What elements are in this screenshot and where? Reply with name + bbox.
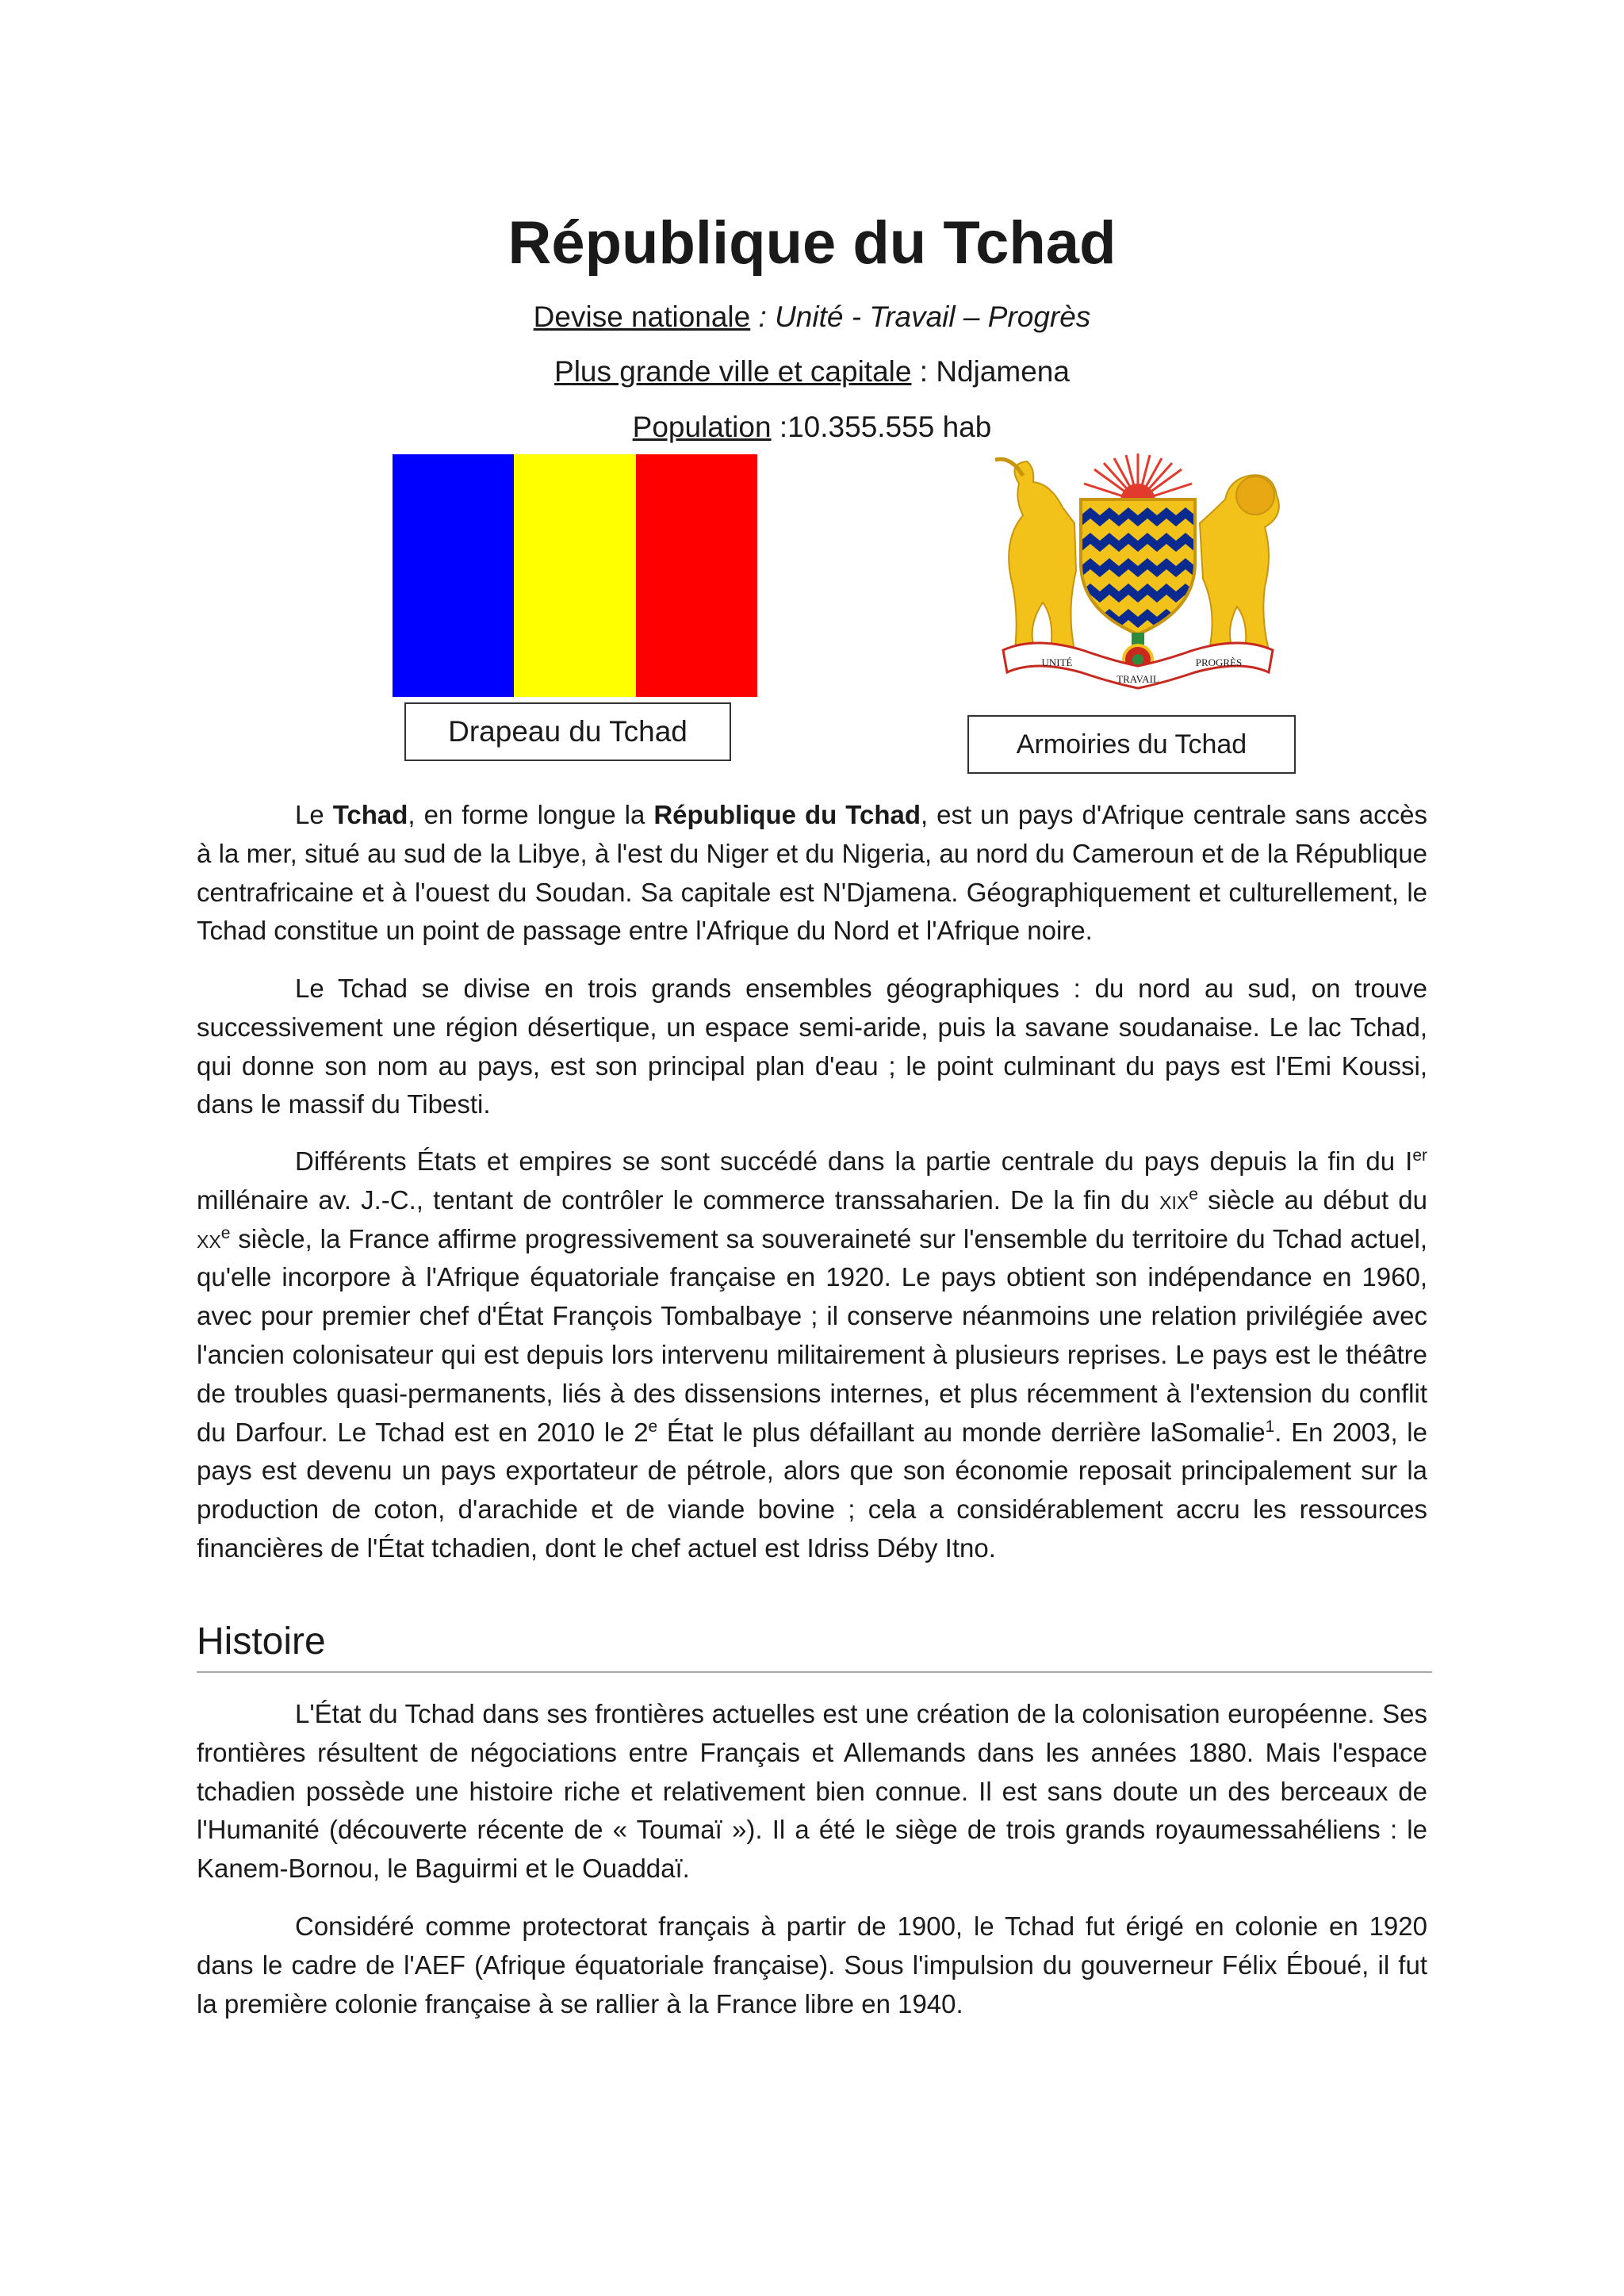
p3-sup-3: e bbox=[220, 1223, 231, 1242]
population-value: 10.355.555 hab bbox=[787, 411, 992, 443]
population-label: Population bbox=[632, 411, 772, 443]
p3-sup-2: e bbox=[1189, 1184, 1198, 1203]
p1-bold-tchad: Tchad bbox=[332, 800, 408, 829]
flag-band-yellow bbox=[514, 454, 635, 697]
paragraph-geography: Le Tchad se divise en trois grands ensembles géographiques : du nord au sud, on trouve successivement une région désertique, un espace semi-aride, puis la savane soudanaise. Le lac Tchad, qui donne son nom au pays, est son principal plan d'eau ; le point culminant du pays est l'Emi Koussi, dans le massif du Tibesti. bbox=[197, 974, 1427, 1119]
p1-bold-republique: République du Tchad bbox=[653, 800, 921, 829]
coat-caption: Armoiries du Tchad bbox=[967, 715, 1296, 774]
p1-text-e: , est un pays d'Afrique centrale sans accès à la mer, situé au sud de la Libye, à l'est du Niger et du Nigeria, au nord du Cameroun et de la République centrafricaine et à l'ouest du Soudan. Sa capitale est N'Djamena. Géographiquement et culturellement, le Tchad constitue un point de passage entre l'Afrique du Nord et l'Afrique noire. bbox=[197, 800, 1428, 946]
capital-value: Ndjamena bbox=[936, 355, 1070, 388]
p3-text-2: millénaire av. J.-C., tentant de contrôler le commerce transsaharien. De la fin du bbox=[197, 1184, 1160, 1215]
flag-band-blue bbox=[393, 454, 514, 697]
p3-text-5: État le plus défaillant au monde derrière laSomalie bbox=[657, 1417, 1266, 1447]
p3-text-4: siècle, la France affirme progressivement sa souveraineté sur l'ensemble du territoire du Tchad actuel, qu'elle incorpore à l'Afrique équatoriale française en 1920. Le pays obtient son indépendance en 1960, avec pour premier chef d'État François Tombalbaye ; il conserve néanmoins une relation privilégiée avec l'ancien colonisateur qui est depuis lors intervenu militairement à plusieurs reprises. Le pays est le théâtre de troubles quasi-permanents, liés à des dissensions internes, et plus récemment à l'extension du conflit du Darfour. Le Tchad est en 2010 le 2 bbox=[197, 1223, 1427, 1447]
p1-text-a: Le bbox=[295, 800, 333, 829]
ribbon-right-text: PROGRÈS bbox=[1195, 656, 1243, 668]
flag-band-red bbox=[636, 454, 757, 697]
coat-of-arms-image bbox=[987, 452, 1289, 698]
motto-separator: : bbox=[750, 300, 776, 333]
p3-footnote-ref[interactable]: 1 bbox=[1265, 1417, 1275, 1436]
p3-century-20: xx bbox=[197, 1223, 221, 1253]
p1-text-c: , en forme longue la bbox=[408, 800, 654, 829]
flag-caption: Drapeau du Tchad bbox=[404, 702, 731, 761]
ribbon-left-text: UNITÉ bbox=[1041, 656, 1073, 668]
page-title: République du Tchad bbox=[508, 209, 1116, 277]
motto-label: Devise nationale bbox=[533, 300, 751, 333]
population-line bbox=[0, 409, 1624, 446]
p3-text-1: Différents États et empires se sont succédé dans la partie centrale du pays depuis la fin du I bbox=[295, 1146, 1413, 1176]
motto-value: Unité - Travail – Progrès bbox=[775, 300, 1091, 333]
paragraph-histoire-2: Considéré comme protectorat français à partir de 1900, le Tchad fut érigé en colonie en 1920 dans le cadre de l'AEF (Afrique équatoriale française). Sous l'impulsion du gouverneur Félix Éboué, il fut la première colonie française à se rallier à la France libre en 1940. bbox=[197, 1911, 1427, 2019]
paragraph-intro bbox=[197, 796, 1427, 951]
capital-line bbox=[0, 354, 1624, 390]
p3-text-6: . En 2003, le pays est devenu un pays exportateur de pétrole, alors que son économie reposait principalement sur la production de coton, d'arachide et de viande bovine ; cela a considérablement accru les ressources financières de l'État tchadien, dont le chef actuel est Idriss Déby Itno. bbox=[197, 1417, 1427, 1563]
lion-supporter bbox=[1200, 475, 1279, 650]
capital-label: Plus grande ville et capitale bbox=[554, 355, 912, 388]
chad-flag-image bbox=[393, 454, 757, 697]
section-heading-histoire: Histoire bbox=[197, 1617, 1432, 1673]
p3-sup-4: e bbox=[648, 1417, 658, 1436]
shield bbox=[1081, 499, 1195, 642]
population-separator: : bbox=[771, 411, 788, 443]
motto-line bbox=[0, 299, 1624, 335]
ribbon-center-text: TRAVAIL bbox=[1116, 673, 1159, 685]
paragraph-history-summary bbox=[197, 1142, 1427, 1568]
capital-separator: : bbox=[911, 355, 936, 388]
paragraph-histoire-1: L'État du Tchad dans ses frontières actuelles est une création de la colonisation européenne. Ses frontières résultent de négociations entre Français et Allemands dans les années 1880. Mais l'espace tchadien possède une histoire riche et relativement bien connue. Il est sans doute un des berceaux de l'Humanité (découverte récente de « Toumaï »). Il a été le siège de trois grands royaumessahéliens : le Kanem-Bornou, le Baguirmi et le Ouaddaï. bbox=[197, 1699, 1427, 1884]
p3-century-19: xix bbox=[1159, 1184, 1189, 1215]
p3-sup-1: er bbox=[1412, 1146, 1427, 1165]
goat-supporter bbox=[995, 459, 1076, 650]
p3-text-3: siècle au début du bbox=[1197, 1184, 1427, 1215]
